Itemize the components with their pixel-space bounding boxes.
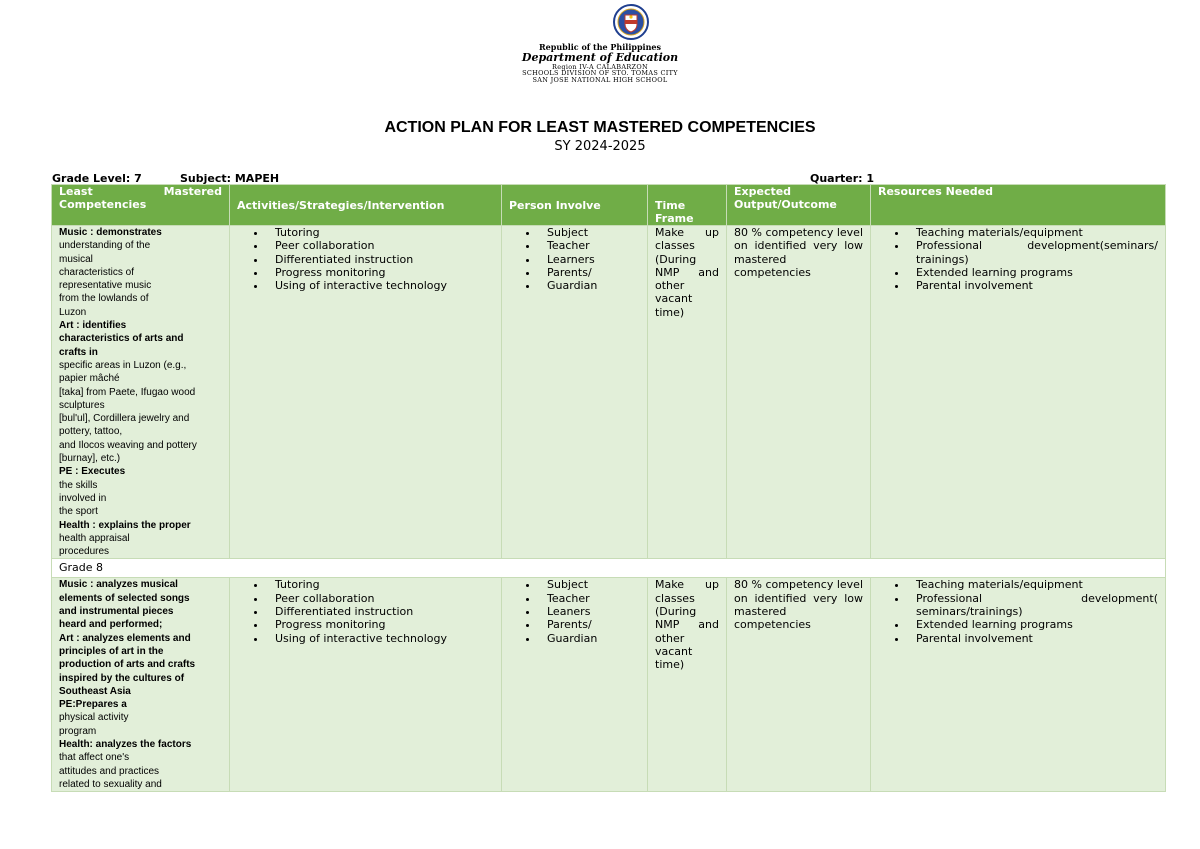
competency-line: attitudes and practices: [59, 765, 160, 777]
competency-line: Art : identifies: [59, 320, 127, 332]
competency-line: procedures: [59, 546, 110, 558]
list-item: • Peer collaboration: [267, 592, 494, 605]
competency-line: representative music: [59, 280, 152, 292]
competency-line: from the lowlands of: [59, 293, 149, 305]
competency-line: [bul'ul], Cordillera jewelry and: [59, 413, 190, 425]
competency-line: related to sexuality and: [59, 778, 162, 790]
list-item: • Parental involvement: [908, 632, 1158, 645]
competency-line: Health: analyzes the factors: [59, 738, 192, 750]
resources-cell: [871, 226, 1166, 559]
competency-line: program: [59, 725, 97, 737]
competency-line: the skills: [59, 479, 98, 491]
competency-line: principles of art in the: [59, 645, 164, 657]
competency-line: [burnay], etc.): [59, 453, 121, 465]
grade-level: Grade Level: 7: [52, 172, 142, 185]
competencies-cell: [52, 578, 230, 792]
list-item: • Peer collaboration: [267, 239, 494, 252]
list-item: • Guardian: [539, 632, 640, 645]
list-item: • Using of interactive technology: [267, 632, 494, 645]
list-item: • Differentiated instruction: [267, 253, 494, 266]
table-row: [52, 226, 1166, 559]
list-item: • Subject: [539, 226, 640, 239]
competency-line: that affect one's: [59, 752, 130, 764]
competency-line: PE:Prepares a: [59, 699, 127, 711]
list-item: • Parents/: [539, 266, 640, 279]
header-time-frame: Time Frame: [648, 185, 727, 226]
competency-line: elements of selected songs: [59, 592, 190, 604]
competency-line: inspired by the cultures of: [59, 672, 185, 684]
competency-line: Southeast Asia: [59, 685, 131, 697]
competency-line: characteristics of: [59, 266, 135, 278]
department-line: Department of Education: [521, 51, 679, 64]
header-activities: Activities/Strategies/Intervention: [230, 185, 502, 226]
competency-line: and Ilocos weaving and pottery: [59, 439, 197, 451]
list-item: • Parents/: [539, 618, 640, 631]
list-item: • Guardian: [539, 279, 640, 292]
list-item: • Progress monitoring: [267, 266, 494, 279]
header-resources: Resources Needed: [871, 185, 1166, 226]
competency-line: Luzon: [59, 306, 87, 318]
list-item: • Professional development(seminars/ trainings): [908, 239, 1158, 266]
school-line: SAN JOSE NATIONAL HIGH SCHOOL: [532, 76, 668, 84]
list-item: • Progress monitoring: [267, 618, 494, 631]
competency-line: involved in: [59, 492, 107, 504]
list-item: • Tutoring: [267, 578, 494, 591]
time-frame-cell: Make up classes (During NMP and other vacant time): [648, 578, 727, 792]
list-item: • Leaners: [539, 605, 640, 618]
expected-cell: 80 % competency level on identified very low mastered competencies: [727, 226, 871, 559]
list-item: • Differentiated instruction: [267, 605, 494, 618]
activities-cell: [230, 578, 502, 792]
table-row: [52, 578, 1166, 792]
list-item: • Teaching materials/equipment: [908, 578, 1158, 591]
deped-seal-logo: [608, 3, 654, 41]
competency-line: musical: [59, 253, 93, 265]
competency-line: production of arts and crafts: [59, 659, 196, 671]
list-item: • Subject: [539, 578, 640, 591]
action-plan-table: [51, 184, 1166, 792]
competency-line: and instrumental pieces: [59, 606, 174, 618]
activities-cell: [230, 226, 502, 559]
competency-line: papier mâché: [59, 373, 120, 385]
competency-line: Health : explains the proper: [59, 519, 191, 531]
competency-line: understanding of the: [59, 240, 151, 252]
document-title: ACTION PLAN FOR LEAST MASTERED COMPETENCIES: [384, 119, 816, 136]
grade-8-label: Grade 8: [52, 559, 1166, 578]
list-item: • Extended learning programs: [908, 618, 1158, 631]
persons-cell: [502, 578, 648, 792]
division-line: SCHOOLS DIVISION OF STO. TOMAS CITY: [522, 69, 678, 77]
subject: Subject: MAPEH: [180, 172, 280, 185]
list-item: • Learners: [539, 253, 640, 266]
region-line: Region IV-A CALABARZON: [552, 63, 648, 71]
competency-line: characteristics of arts and: [59, 333, 184, 345]
competency-line: crafts in: [59, 346, 98, 358]
table-header-row: [52, 185, 1166, 226]
header-expected: Expected Output/Outcome: [727, 185, 871, 226]
list-item: • Extended learning programs: [908, 266, 1158, 279]
list-item: • Teacher: [539, 239, 640, 252]
quarter: Quarter: 1: [810, 172, 888, 186]
competency-line: pottery, tattoo,: [59, 426, 123, 438]
competency-line: [taka] from Paete, Ifugao wood: [59, 386, 196, 398]
list-item: • Using of interactive technology: [267, 279, 494, 292]
competency-line: health appraisal: [59, 532, 130, 544]
competency-line: Art : analyzes elements and: [59, 632, 191, 644]
list-item: • Parental involvement: [908, 279, 1158, 292]
resources-cell: [871, 578, 1166, 792]
header-person: Person Involve: [502, 185, 648, 226]
grade-8-row: [52, 559, 1166, 578]
persons-cell: [502, 226, 648, 559]
competency-line: the sport: [59, 506, 98, 518]
list-item: • Teaching materials/equipment: [908, 226, 1158, 239]
competency-line: specific areas in Luzon (e.g.,: [59, 359, 187, 371]
competency-line: Music : demonstrates: [59, 227, 162, 238]
header-competencies: Least Mastered Competencies: [52, 185, 230, 226]
list-item: • Professional development( seminars/trainings): [908, 592, 1158, 619]
competency-line: PE : Executes: [59, 466, 126, 478]
list-item: • Teacher: [539, 592, 640, 605]
time-frame-cell: Make up classes (During NMP and other vacant time): [648, 226, 727, 559]
school-year: SY 2024-2025: [554, 139, 646, 154]
competencies-cell: [52, 226, 230, 559]
republic-line: Republic of the Philippines: [538, 42, 661, 52]
expected-cell: 80 % competency level on identified very low mastered competencies: [727, 578, 871, 792]
list-item: • Tutoring: [267, 226, 494, 239]
competency-line: physical activity: [59, 712, 129, 724]
competency-line: heard and performed;: [59, 619, 163, 631]
competency-line: Music : analyzes musical: [59, 579, 178, 591]
competency-line: sculptures: [59, 399, 105, 411]
